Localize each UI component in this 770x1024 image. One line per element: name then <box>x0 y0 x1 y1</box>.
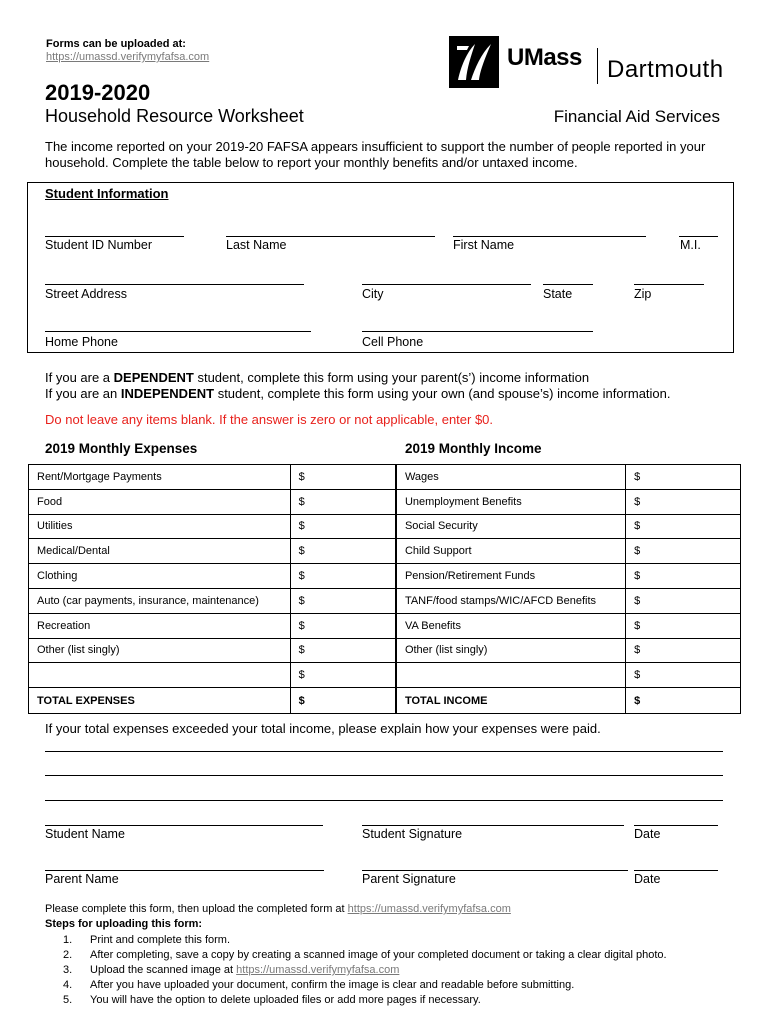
parent-name-label: Parent Name <box>45 872 119 886</box>
table-row <box>29 564 741 589</box>
expense-amount-cell[interactable]: $ <box>290 489 396 514</box>
expense-label: Auto (car payments, insurance, maintenance) <box>29 588 291 613</box>
income-label: Social Security <box>396 514 626 539</box>
income-heading: 2019 Monthly Income <box>405 441 542 456</box>
table-row <box>29 539 741 564</box>
student-signature-label: Student Signature <box>362 827 463 841</box>
logo-umass-text: UMass <box>507 44 582 71</box>
mi-line[interactable] <box>679 236 718 237</box>
expense-label: Utilities <box>29 514 291 539</box>
income-label <box>396 663 626 688</box>
step-item <box>63 948 667 963</box>
total-row <box>29 688 741 714</box>
parent-name-line[interactable] <box>45 870 324 871</box>
step-item <box>63 993 667 1008</box>
total-expenses-label: TOTAL EXPENSES <box>29 688 291 714</box>
parent-signature-line[interactable] <box>362 870 628 871</box>
student-signature-line[interactable] <box>362 825 624 826</box>
state-label: State <box>543 287 573 301</box>
income-amount-cell[interactable]: $ <box>626 638 741 663</box>
intro-paragraph: The income reported on your 2019-20 FAFSA appears insufficient to support the number of people reported in your household. Complete the table below to report your monthly benefits and/or untaxed income. <box>45 139 706 170</box>
city-line[interactable] <box>362 284 531 285</box>
expense-label: Clothing <box>29 564 291 589</box>
steps-title: Steps for uploading this form: <box>45 918 203 930</box>
explanation-prompt: If your total expenses exceeded your total income, please explain how your expenses were paid. <box>45 721 601 736</box>
footer-upload-link[interactable]: https://umassd.verifymyfafsa.com <box>347 903 511 915</box>
expense-label <box>29 663 291 688</box>
step-upload-link[interactable]: https://umassd.verifymyfafsa.com <box>236 964 400 976</box>
income-amount-cell[interactable]: $ <box>626 613 741 638</box>
logo-campus-text: Dartmouth <box>607 56 724 83</box>
state-line[interactable] <box>543 284 593 285</box>
department-name: Financial Aid Services <box>553 107 720 126</box>
income-label: Other (list singly) <box>396 638 626 663</box>
student-date-line[interactable] <box>634 825 718 826</box>
parent-signature-label: Parent Signature <box>362 872 456 886</box>
step-text: After completing, save a copy by creating a scanned image of your completed document or taking a clear digital photo. <box>90 949 667 961</box>
expense-label: Other (list singly) <box>29 638 291 663</box>
income-label: Pension/Retirement Funds <box>396 564 626 589</box>
street-line[interactable] <box>45 284 304 285</box>
income-label: TANF/food stamps/WIC/AFCD Benefits <box>396 588 626 613</box>
steps-list <box>63 933 667 1008</box>
upload-instruction: Please complete this form, then upload the completed form at https://umassd.verifymyfafsa.com <box>45 903 511 915</box>
academic-year: 2019-2020 <box>45 80 151 105</box>
expense-amount-cell[interactable]: $ <box>290 613 396 638</box>
table-row <box>29 588 741 613</box>
table-row <box>29 638 741 663</box>
step-item <box>63 933 667 948</box>
zip-label: Zip <box>634 287 652 301</box>
table-row <box>29 613 741 638</box>
home-phone-label: Home Phone <box>45 335 118 349</box>
explanation-line[interactable] <box>45 751 723 752</box>
parent-date-label: Date <box>634 872 661 886</box>
first-name-label: First Name <box>453 238 515 252</box>
student-id-label: Student ID Number <box>45 238 152 252</box>
income-amount-cell[interactable]: $ <box>626 564 741 589</box>
umass-dartmouth-logo <box>449 36 724 90</box>
explanation-line[interactable] <box>45 800 723 801</box>
student-name-label: Student Name <box>45 827 125 841</box>
step-number: 3. <box>63 964 73 976</box>
total-expenses-amount[interactable]: $ <box>290 688 396 714</box>
income-amount-cell[interactable]: $ <box>626 539 741 564</box>
income-amount-cell[interactable]: $ <box>626 465 741 490</box>
expense-amount-cell[interactable]: $ <box>290 539 396 564</box>
upload-url-link[interactable]: https://umassd.verifymyfafsa.com <box>46 51 210 63</box>
step-text: Upload the scanned image at <box>90 964 237 976</box>
income-amount-cell[interactable]: $ <box>626 588 741 613</box>
logo-divider <box>597 48 598 84</box>
independent-instruction: If you are an INDEPENDENT student, complete this form using your own (and spouse’s) income information. <box>45 386 671 401</box>
cell-phone-label: Cell Phone <box>362 335 424 349</box>
step-number: 2. <box>63 949 73 961</box>
table-row <box>29 489 741 514</box>
dependent-instruction: If you are a DEPENDENT student, complete this form using your parent(s’) income information <box>45 370 590 385</box>
step-number: 4. <box>63 979 73 991</box>
city-label: City <box>362 287 384 301</box>
student-name-line[interactable] <box>45 825 323 826</box>
income-amount-cell[interactable]: $ <box>626 663 741 688</box>
mi-label: M.I. <box>680 238 701 252</box>
budget-table <box>28 464 741 714</box>
expense-amount-cell[interactable]: $ <box>290 564 396 589</box>
income-label: VA Benefits <box>396 613 626 638</box>
independent-keyword: INDEPENDENT <box>120 386 215 401</box>
expense-amount-cell[interactable]: $ <box>290 465 396 490</box>
income-label: Wages <box>396 465 626 490</box>
document-title: Household Resource Worksheet <box>45 106 304 126</box>
last-name-line[interactable] <box>226 236 435 237</box>
step-text: After you have uploaded your document, confirm the image is clear and readable before submitting. <box>90 979 575 991</box>
step-number: 5. <box>63 994 73 1006</box>
step-item <box>63 978 667 993</box>
income-amount-cell[interactable]: $ <box>626 489 741 514</box>
cell-phone-line[interactable] <box>362 331 593 332</box>
warning-text: Do not leave any items blank. If the answer is zero or not applicable, enter $0. <box>45 412 494 427</box>
home-phone-line[interactable] <box>45 331 311 332</box>
expense-amount-cell[interactable]: $ <box>290 663 396 688</box>
step-number: 1. <box>63 934 73 946</box>
total-income-label: TOTAL INCOME <box>396 688 626 714</box>
dependent-keyword: DEPENDENT <box>113 370 194 385</box>
last-name-label: Last Name <box>226 238 287 252</box>
income-label: Unemployment Benefits <box>396 489 626 514</box>
expense-amount-cell[interactable]: $ <box>290 638 396 663</box>
step-text: Print and complete this form. <box>90 934 231 946</box>
expense-label: Food <box>29 489 291 514</box>
step-text: You will have the option to delete uploaded files or add more pages if necessary. <box>90 994 481 1006</box>
expense-label: Rent/Mortgage Payments <box>29 465 291 490</box>
street-label: Street Address <box>45 287 127 301</box>
zip-line[interactable] <box>634 284 704 285</box>
student-info-title: Student Information <box>45 186 169 201</box>
upload-label: Forms can be uploaded at: <box>46 38 186 50</box>
student-date-label: Date <box>634 827 661 841</box>
step-item <box>63 963 667 978</box>
expense-label: Recreation <box>29 613 291 638</box>
income-label: Child Support <box>396 539 626 564</box>
explanation-line[interactable] <box>45 775 723 776</box>
expense-label: Medical/Dental <box>29 539 291 564</box>
expense-amount-cell[interactable]: $ <box>290 514 396 539</box>
table-row <box>29 465 741 490</box>
income-amount-cell[interactable]: $ <box>626 514 741 539</box>
table-row <box>29 663 741 688</box>
expenses-heading: 2019 Monthly Expenses <box>45 441 198 456</box>
student-info-box <box>27 182 734 353</box>
table-row <box>29 514 741 539</box>
total-income-amount[interactable]: $ <box>626 688 741 714</box>
student-id-line[interactable] <box>45 236 184 237</box>
expense-amount-cell[interactable]: $ <box>290 588 396 613</box>
first-name-line[interactable] <box>453 236 646 237</box>
parent-date-line[interactable] <box>634 870 718 871</box>
umass-logo-mark-icon <box>449 36 499 88</box>
